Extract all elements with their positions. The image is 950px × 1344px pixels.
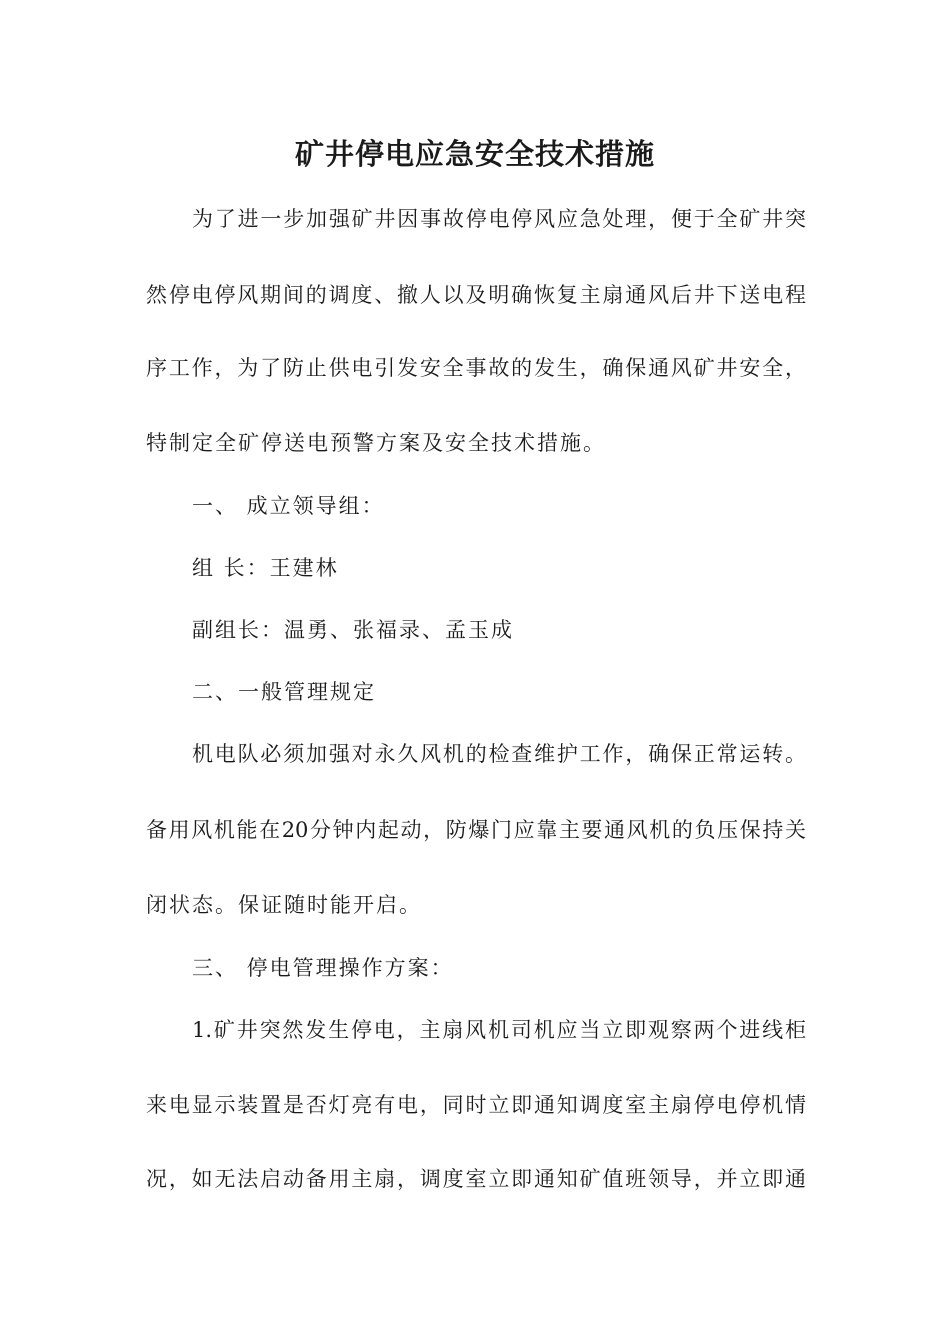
section-2-line-3: 闭状态。保证随时能开启。 xyxy=(146,893,422,917)
intro-line-3: 序工作，为了防止供电引发安全事故的发生，确保通风矿井安全， xyxy=(146,356,806,380)
section-3-line-1: 1.矿井突然发生停电，主扇风机司机应当立即观察两个进线柜 xyxy=(192,1018,806,1042)
leader-line: 组 长：王建林 xyxy=(192,556,339,580)
intro-line-1: 为了进一步加强矿井因事故停电停风应急处理，便于全矿井突 xyxy=(192,207,806,231)
section-2-heading: 二、一般管理规定 xyxy=(192,680,376,704)
document-title: 矿井停电应急安全技术措施 xyxy=(294,137,655,171)
section-3-heading: 三、 停电管理操作方案： xyxy=(192,956,454,980)
intro-line-2: 然停电停风期间的调度、撤人以及明确恢复主扇通风后井下送电程 xyxy=(146,283,806,307)
section-2-line-2: 备用风机能在20分钟内起动，防爆门应靠主要通风机的负压保持关 xyxy=(146,818,806,842)
section-3-line-2: 来电显示装置是否灯亮有电，同时立即通知调度室主扇停电停机情 xyxy=(146,1093,806,1117)
section-1-heading: 一、 成立领导组： xyxy=(192,494,385,518)
section-3-line-3: 况，如无法启动备用主扇，调度室立即通知矿值班领导，并立即通 xyxy=(146,1167,806,1191)
section-2-line-1: 机电队必须加强对永久风机的检查维护工作，确保正常运转。 xyxy=(192,742,806,766)
intro-line-4: 特制定全矿停送电预警方案及安全技术措施。 xyxy=(146,431,606,455)
deputy-leader-line: 副组长：温勇、张福录、孟玉成 xyxy=(192,618,514,642)
